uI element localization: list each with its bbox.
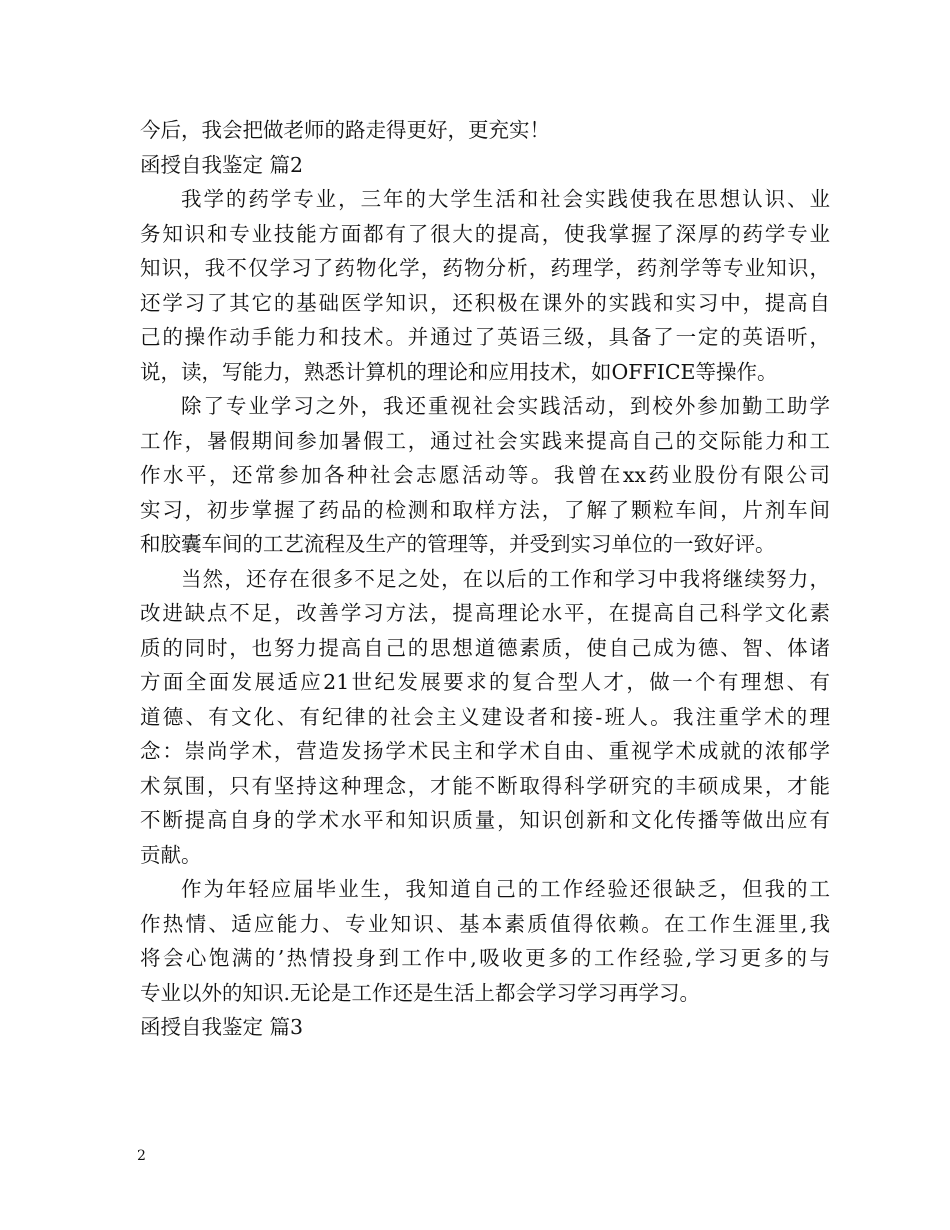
- paragraph-line: 除了专业学习之外，我还重视社会实践活动，到校外参加勤工助学: [181, 394, 830, 418]
- paragraph-line: 不断提高自身的学术水平和知识质量，知识创新和文化传播等做出应有: [140, 808, 830, 832]
- paragraph-line: 作热情、适应能力、专业知识、基本素质值得依赖。在工作生涯里,我: [140, 911, 830, 936]
- paragraph-line: 知识，我不仅学习了药物化学，药物分析，药理学，药剂学等专业知识，: [140, 256, 830, 280]
- paragraph-line: 将会心饱满的’热情投身到工作中,吸收更多的工作经验,学习更多的与: [140, 946, 830, 970]
- paragraph-line: 作为年轻应届毕业生，我知道自己的工作经验还很缺乏，但我的工: [181, 877, 830, 901]
- paragraph-line: 改进缺点不足，改善学习方法，提高理论水平，在提高自己科学文化素: [140, 601, 830, 625]
- paragraph-line: 术氛围，只有坚持这种理念，才能不断取得科学研究的丰硕成果，才能: [140, 773, 830, 798]
- paragraph-line: 说，读，写能力，熟悉计算机的理论和应用技术，如OFFICE等操作。: [140, 359, 778, 384]
- page-number: 2: [137, 1148, 146, 1164]
- intro-line: 今后，我会把做老师的路走得更好，更充实！: [140, 118, 550, 142]
- paragraph-line: 实习，初步掌握了药品的检测和取样方法，了解了颗粒车间，片剂车间: [140, 497, 830, 522]
- section-heading-3: 函授自我鉴定 篇3: [140, 1015, 304, 1039]
- paragraph-3: [140, 562, 830, 873]
- paragraph-line: 己的操作动手能力和技术。并通过了英语三级，具备了一定的英语听，: [140, 325, 830, 349]
- paragraph-4: [140, 872, 830, 1010]
- paragraph-line: 我学的药学专业，三年的大学生活和社会实践使我在思想认识、业: [181, 187, 830, 211]
- paragraph-line: 还学习了其它的基础医学知识，还积极在课外的实践和实习中，提高自: [140, 290, 830, 315]
- paragraph-line: 工作，暑假期间参加暑假工，通过社会实践来提高自己的交际能力和工: [140, 428, 830, 453]
- paragraph-1: [140, 182, 830, 389]
- paragraph-line: 贡献。: [140, 842, 202, 867]
- paragraph-line: 务知识和专业技能方面都有了很大的提高，使我掌握了深厚的药学专业: [140, 221, 830, 246]
- paragraph-line: 质的同时，也努力提高自己的思想道德素质，使自己成为德、智、体诸: [140, 635, 830, 660]
- paragraph-line: 专业以外的知识.无论是工作还是生活上都会学习学习再学习。: [140, 980, 701, 1005]
- section-heading-2: 函授自我鉴定 篇2: [140, 152, 304, 177]
- paragraph-line: 作水平，还常参加各种社会志愿活动等。我曾在xx药业股份有限公司: [140, 463, 830, 487]
- paragraph-line: 道德、有文化、有纪律的社会主义建设者和接-班人。我注重学术的理: [140, 704, 830, 729]
- paragraph-line: 当然，还存在很多不足之处，在以后的工作和学习中我将继续努力，: [181, 566, 830, 591]
- paragraph-line: 念：崇尚学术，营造发扬学术民主和学术自由、重视学术成就的浓郁学: [140, 739, 830, 763]
- paragraph-line: 和胶囊车间的工艺流程及生产的管理等，并受到实习单位的一致好评。: [140, 532, 776, 556]
- paragraph-line: 方面全面发展适应21世纪发展要求的复合型人才，做一个有理想、有: [140, 670, 830, 694]
- document-body: [140, 113, 830, 1045]
- paragraph-2: [140, 389, 830, 562]
